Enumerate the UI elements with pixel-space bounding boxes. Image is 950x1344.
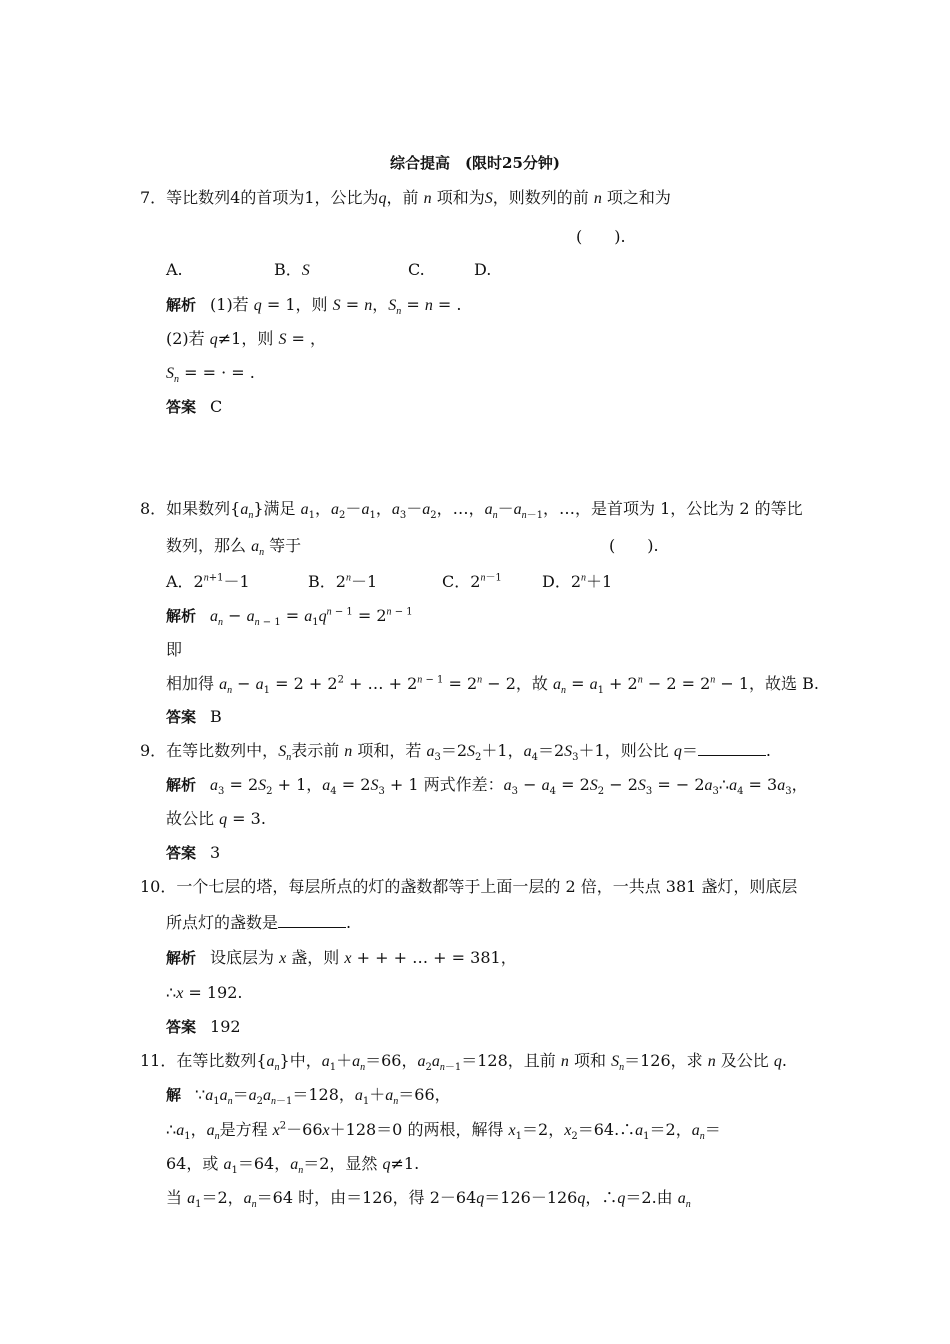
q8-option-d: D．$2^n+1$ bbox=[542, 572, 613, 591]
q8-stem-1: 8．如果数列$\{a_n\}$满足 $a_1$，$a_2-a_1$，$a_3-a_2$，…，$a_n-a_{n-1}$，…，是首项为 1，公比为 2 的等比 bbox=[140, 499, 803, 522]
q11-solution-3: 64，或 $a_1=64$，$a_n=2$，显然 q≠1. bbox=[166, 1154, 420, 1177]
q10-stem-2: 所点灯的盏数是 . bbox=[166, 913, 352, 932]
analysis-label: 解析 bbox=[166, 607, 197, 625]
q7-options bbox=[166, 259, 866, 281]
q8-answer-value: B bbox=[210, 707, 222, 726]
q8-answer bbox=[166, 706, 222, 728]
q9-blank bbox=[698, 741, 766, 756]
answer-label: 答案 bbox=[166, 1018, 197, 1036]
section-title-text: 综合提高 (限时25分钟) bbox=[389, 154, 561, 172]
q8-analysis-3: 相加得 $a_n - a_1 = 2 + 2^2$ + … + $2^{n - 1} = 2^n - 2$，故 $a_n = a_1 + 2^n - 2 = 2^n - 1$，故选 B. bbox=[166, 674, 819, 697]
q7-paren: ( ). bbox=[576, 227, 626, 246]
q7-answer-value: C bbox=[210, 397, 223, 416]
q11-solution-1: 解 $\because a_1a_n=a_2a_{n-1}=128$，$a_1+a_n=66$， bbox=[166, 1085, 451, 1108]
q7-stem: 7．等比数列4的首项为1，公比为q，前 n 项和为S，则数列的前 n 项之和为 bbox=[140, 188, 671, 207]
q7-answer bbox=[166, 396, 222, 418]
q7-option-a: A. bbox=[166, 260, 183, 279]
q9-analysis-2: 故公比 q = 3. bbox=[166, 809, 266, 828]
q7-analysis-1: 解析 (1)若 q = 1，则 S = n，$S_n = n$ = . bbox=[166, 295, 462, 318]
q9-analysis-1: 解析 $a_3 = 2S_2 + 1$，$a_4 = 2S_3 + 1$ 两式作差：$a_3 - a_4 = 2S_2 - 2S_3$ = − $2a_3\therefore a_4 = 3a_3$， bbox=[166, 775, 808, 798]
q8-analysis-2: 即 bbox=[166, 640, 183, 659]
q10-answer-value: 192 bbox=[210, 1017, 241, 1036]
section-title bbox=[0, 152, 950, 174]
q8-option-c: C．$2^{n-1}$ bbox=[442, 572, 502, 591]
q8-options bbox=[166, 571, 866, 593]
q7-option-d: D. bbox=[474, 260, 492, 279]
q8-stem-2: 数列，那么 $a_n$ 等于 bbox=[166, 536, 302, 559]
q8-paren: ( ). bbox=[609, 536, 659, 555]
q10-stem-1: 10．一个七层的塔，每层所点的灯的盏数都等于上面一层的 2 倍，一共点 381 盏灯，则底层 bbox=[140, 877, 798, 896]
q7-analysis-3: $S_n$ = = · = . bbox=[166, 363, 255, 386]
q7-analysis-2: (2)若 q≠1，则 S = ， bbox=[166, 329, 327, 348]
q9-answer-value: 3 bbox=[210, 843, 221, 862]
q10-blank bbox=[278, 913, 346, 928]
q10-answer bbox=[166, 1016, 241, 1038]
q10-analysis-2: ∴x = 192. bbox=[166, 983, 243, 1002]
q7-option-c: C. bbox=[408, 260, 425, 279]
q8-option-b: B．$2^n-1$ bbox=[308, 572, 378, 591]
q8-analysis-1: 解析 $a_n - a_n$ $_{- 1} = a_1q^{n - 1} = 2^{n - 1}$ bbox=[166, 606, 413, 629]
answer-label: 答案 bbox=[166, 844, 197, 862]
answer-label: 答案 bbox=[166, 398, 197, 416]
solution-label: 解 bbox=[166, 1086, 182, 1104]
q11-stem: 11．在等比数列$\{a_n\}$中，$a_1+a_n=66$，$a_2a_{n-1}=128$，且前 n 项和 $S_n=126$，求 n 及公比 q. bbox=[140, 1051, 787, 1074]
q11-solution-2: $\therefore a_1$，$a_n$是方程 $x^2-66x+128=0$ 的两根，解得 $x_1=2$，$x_2=64.\therefore a_1=2$，$a_n=$ bbox=[166, 1120, 721, 1143]
q9-answer bbox=[166, 842, 220, 864]
analysis-label: 解析 bbox=[166, 776, 197, 794]
q10-analysis-1: 解析 设底层为 x 盏，则 x + + + … + = 381， bbox=[166, 948, 517, 967]
q9-stem: 9．在等比数列中，$S_n$表示前 n 项和，若 $a_3=2S_2+1$，$a_4=2S_3+1$，则公比 q＝ . bbox=[140, 741, 771, 764]
answer-label: 答案 bbox=[166, 708, 197, 726]
analysis-label: 解析 bbox=[166, 296, 197, 314]
analysis-label: 解析 bbox=[166, 949, 197, 967]
q7-option-b: B．S bbox=[274, 260, 310, 279]
q11-solution-4: 当 $a_1=2$，$a_n=64$ 时，由＝126，得 2－64q＝126－126q，∴q＝2.由 $a_n$ bbox=[166, 1188, 691, 1211]
q8-option-a: A．$2^{n+1}-1$ bbox=[166, 572, 250, 591]
